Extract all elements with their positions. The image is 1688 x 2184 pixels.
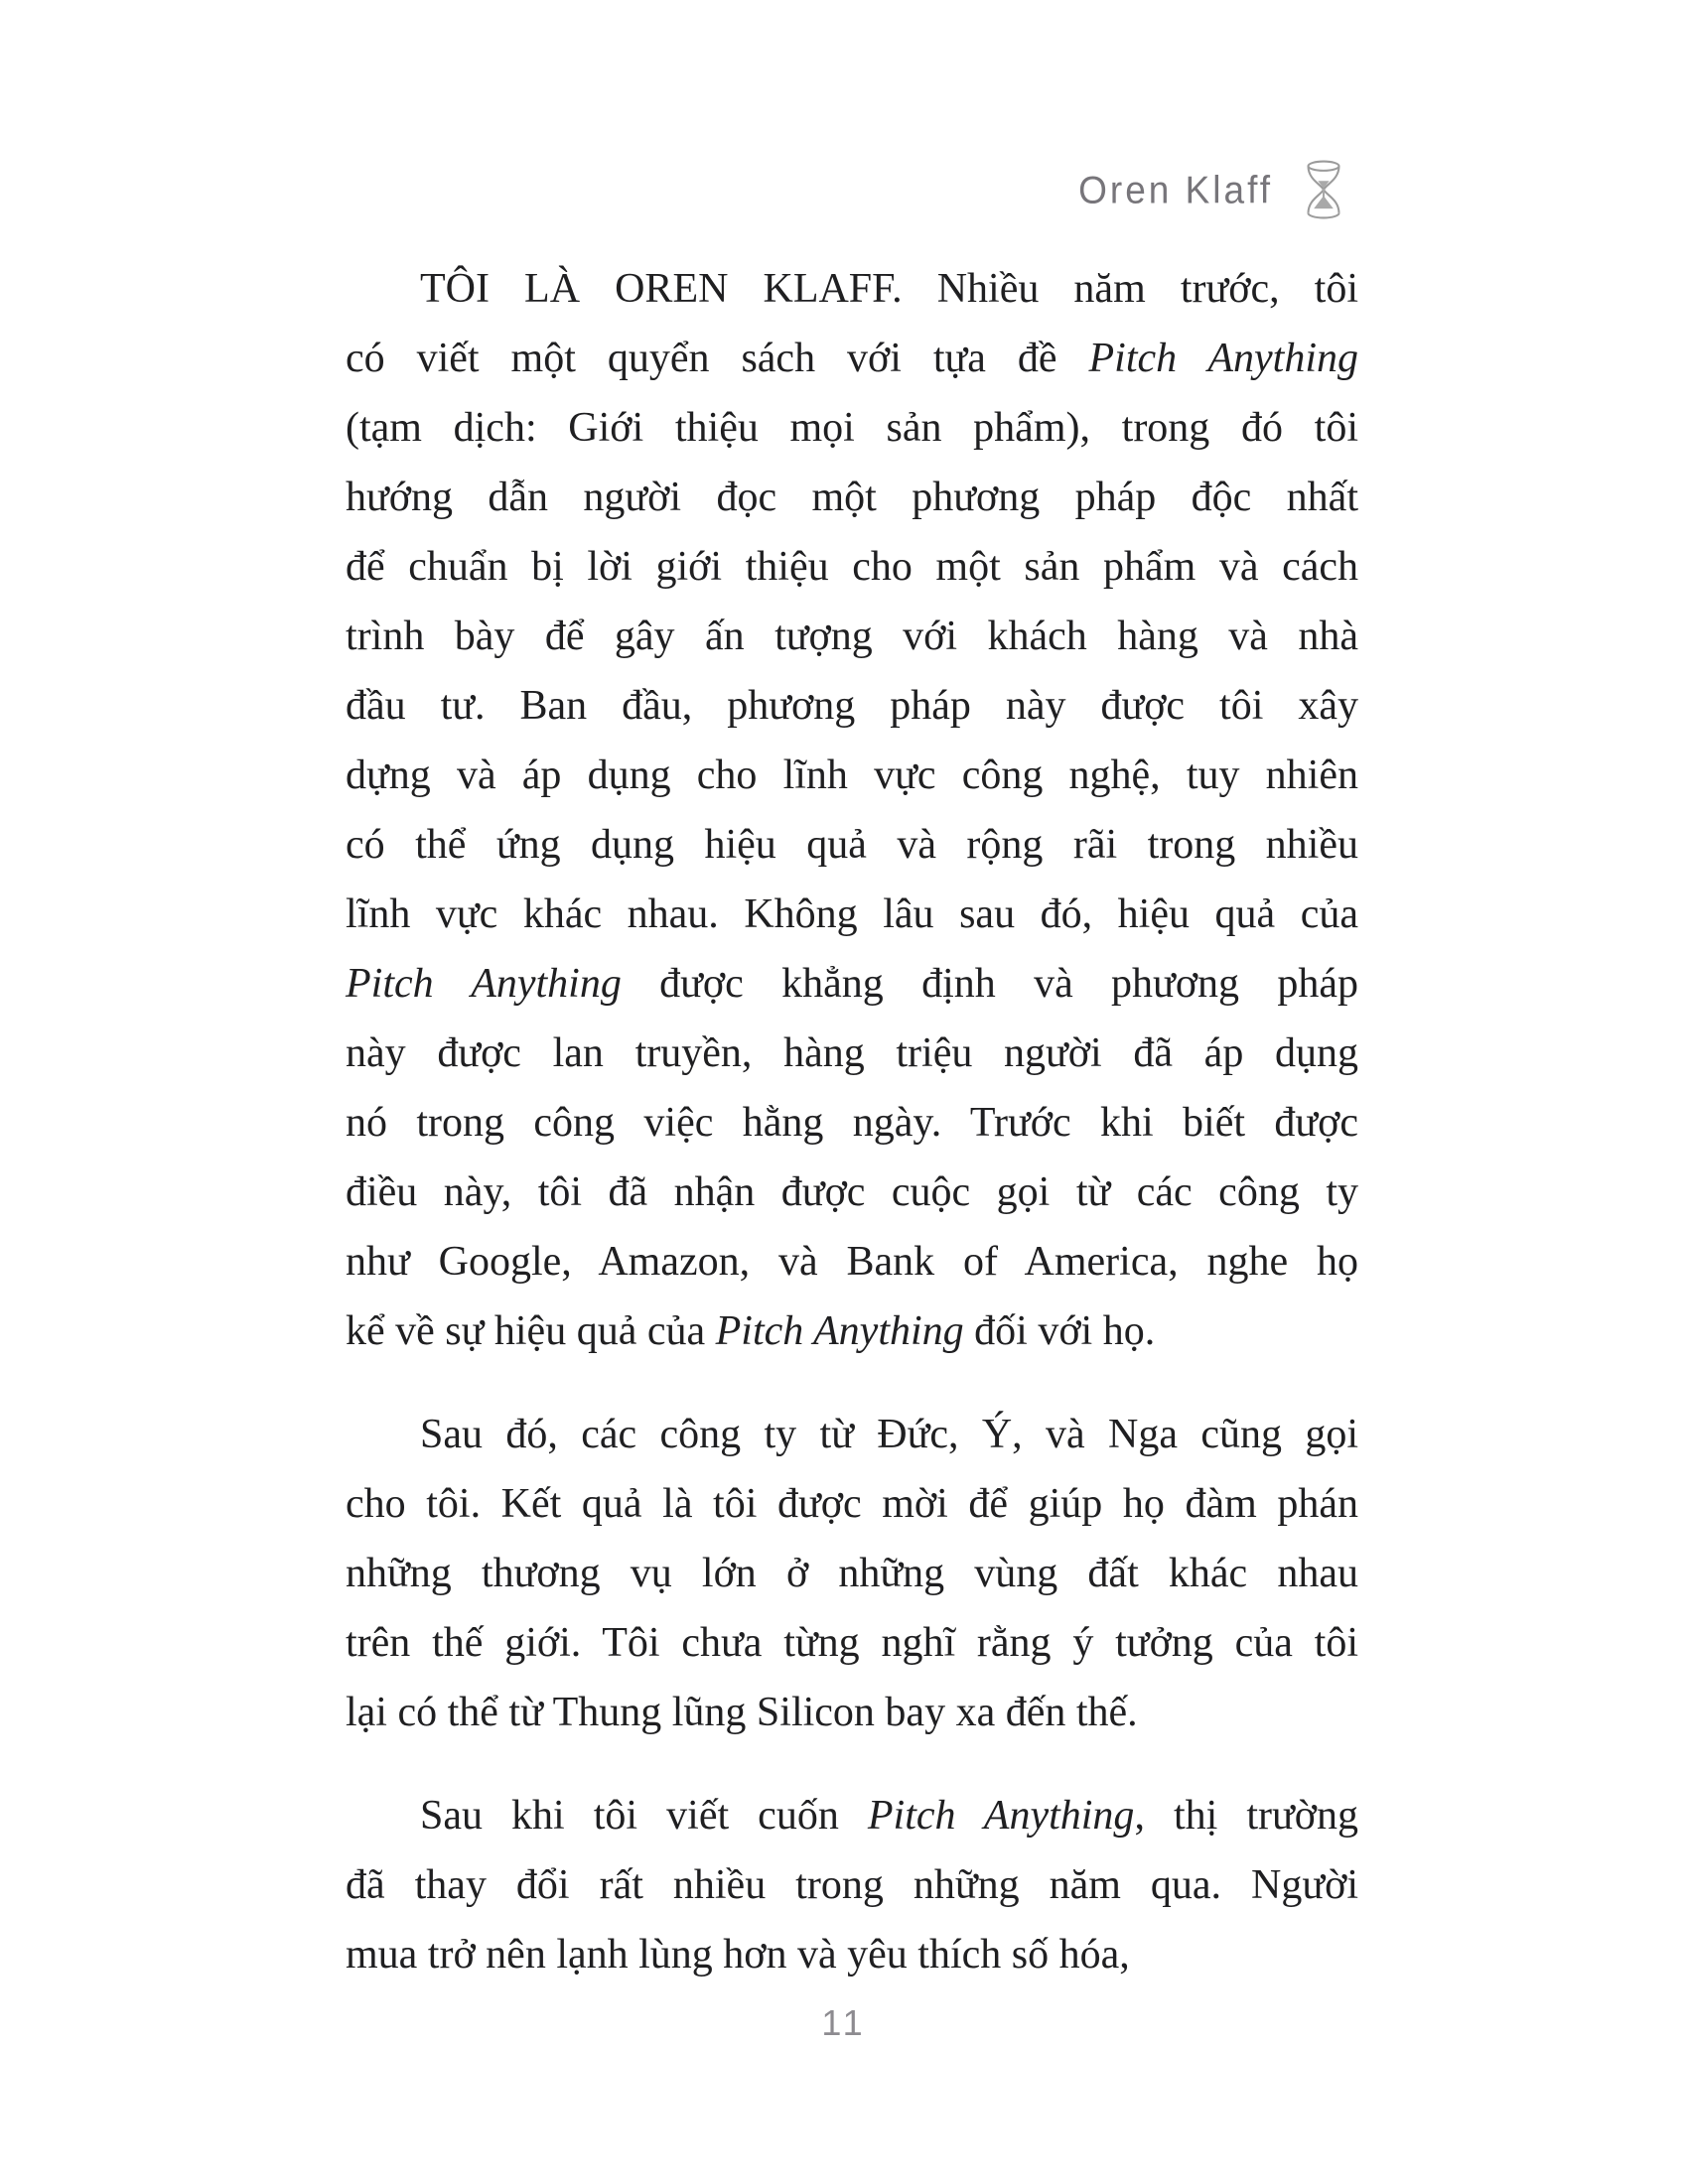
paragraph — [346, 1400, 1358, 1747]
text-line: Sau đó, các công ty từ Đức, Ý, và Nga cũng gọi — [420, 1412, 1358, 1457]
text-line: lĩnh vực khác nhau. Không lâu sau đó, hiệu quả của — [346, 891, 1358, 937]
text-line: đầu tư. Ban đầu, phương pháp này được tôi xây — [346, 683, 1358, 729]
text-line: mua trở nên lạnh lùng hơn và yêu thích số hóa, — [346, 1932, 1130, 1978]
text-line: lại có thể từ Thung lũng Silicon bay xa đến thế. — [346, 1690, 1138, 1735]
running-header — [1078, 159, 1348, 220]
page-number: 11 — [821, 2002, 867, 2043]
header-author-name: Oren Klaff — [1078, 168, 1273, 211]
body-text — [346, 254, 1358, 2023]
text-line: cho tôi. Kết quả là tôi được mời để giúp họ đàm phán — [346, 1481, 1358, 1527]
text-line: Pitch Anything được khẳng định và phương pháp — [346, 961, 1358, 1007]
text-line: này được lan truyền, hàng triệu người đã áp dụng — [346, 1030, 1358, 1076]
text-line: như Google, Amazon, và Bank of America, nghe họ — [346, 1239, 1358, 1285]
text-line: (tạm dịch: Giới thiệu mọi sản phẩm), trong đó tôi — [346, 405, 1358, 451]
text-line: để chuẩn bị lời giới thiệu cho một sản phẩm và cách — [346, 544, 1358, 590]
text-line: nó trong công việc hằng ngày. Trước khi biết được — [346, 1100, 1358, 1146]
text-line: có viết một quyển sách với tựa đề Pitch Anything — [346, 336, 1359, 381]
text-line: những thương vụ lớn ở những vùng đất khác nhau — [346, 1551, 1358, 1596]
text-line: Sau khi tôi viết cuốn Pitch Anything, thị trường — [420, 1793, 1358, 1839]
text-line: hướng dẫn người đọc một phương pháp độc nhất — [346, 475, 1358, 520]
text-line: trên thế giới. Tôi chưa từng nghĩ rằng ý tưởng của tôi — [346, 1620, 1358, 1666]
text-line: trình bày để gây ấn tượng với khách hàng và nhà — [346, 614, 1358, 659]
hourglass-icon — [1299, 159, 1348, 220]
paragraph — [346, 254, 1358, 1366]
text-line: điều này, tôi đã nhận được cuộc gọi từ các công ty — [346, 1169, 1358, 1215]
text-line: có thể ứng dụng hiệu quả và rộng rãi trong nhiều — [346, 822, 1358, 868]
text-line: dựng và áp dụng cho lĩnh vực công nghệ, tuy nhiên — [346, 752, 1358, 798]
text-line: TÔI LÀ OREN KLAFF. Nhiều năm trước, tôi — [420, 266, 1358, 312]
paragraph — [346, 1781, 1358, 1989]
text-line: đã thay đổi rất nhiều trong những năm qua. Người — [346, 1862, 1358, 1908]
text-line: kể về sự hiệu quả của Pitch Anything đối với họ. — [346, 1308, 1156, 1354]
